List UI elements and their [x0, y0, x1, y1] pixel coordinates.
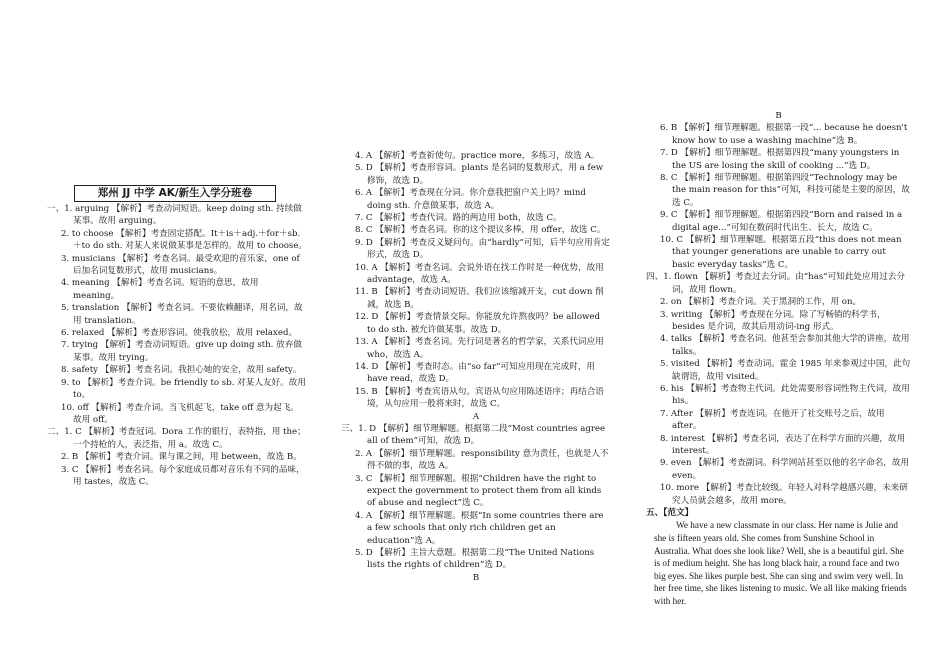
answer-entry: 9. C 【解析】细节理解题。根据第四段“Born and raised in a digital age...”可知在数码时代出生、长大，故选 C。 [660, 210, 903, 233]
answer-entry: 三、1. D 【解析】细节理解题。根据第二段“Most countries agree all of them”可知，故选 D。 [341, 423, 606, 447]
column-left [47, 189, 307, 488]
answer-entry: 4. meaning 【解析】考查名词。短语的意思，故用 meaning。 [61, 278, 259, 301]
answer-entry: 6. B 【解析】细节理解题。根据第一段“... because he doesn't know how to use a washing machine”选 B。 [660, 123, 908, 146]
answer-entry: 10. more 【解析】考查比较级。年轻人对科学越感兴趣，未来研究人员就会越多，故用 more。 [660, 483, 908, 506]
answer-entry: 一、1. arguing 【解析】考查动词短语。keep doing sth. 持续做某事。故用 arguing。 [47, 204, 302, 227]
answer-entry: 10. off 【解析】考查介词。当飞机起飞，take off 意为起飞。故用 off。 [61, 402, 299, 425]
answer-entry: 12. D 【解析】考查情景交际。你能放允许熬夜吗？be allowed to do sth. 被允许做某事。故选 D。 [355, 312, 600, 335]
answer-entry: 2. to choose 【解析】考查固定搭配。It＋is＋adj.＋for＋sb.＋to do sth. 对某人来说做某事是怎样的。故用 to choose。 [61, 228, 308, 252]
answer-entry: 8. safety 【解析】考查名词。我担心她的安全，故用 safety。 [61, 365, 302, 376]
answer-entry: 7. C 【解析】考查代词。路的两边用 both，故选 C。 [355, 213, 562, 224]
answer-entry: 6. his 【解析】考查物主代词。此处需要形容词性物主代词，故用 his。 [660, 383, 910, 407]
answer-entry: 5. D 【解析】考查形容词。plants 是名词的复数形式，用 a few 修饰，故选 D。 [355, 163, 604, 186]
answer-entry: 6. A 【解析】考查现在分词。你介意我把窗户关上吗？mind doing sth. 介意做某事，故选 A。 [355, 188, 586, 211]
answer-entry: 9. even 【解析】考查副词。科学网站甚至以他的名字命名，故用 even。 [660, 458, 910, 481]
section-heading: 五、【范文】 [646, 508, 694, 518]
answer-entry: 13. A 【解析】考查名词。先行词是著名的哲学家，关系代词应用 who，故选 A。 [355, 337, 604, 360]
answer-entry: 3. C 【解析】考查名词。每个家庭成员都对音乐有不同的品味，用 tastes，故选 C。 [61, 464, 305, 487]
answer-entry: 14. D 【解析】考查时态。由“so far”可知应用现在完成时，用 have read，故选 D。 [355, 361, 596, 385]
answer-entry: 3. musicians 【解析】考查名词。最受欢迎的音乐家，one of 后加名词复数形式，故用 musicians。 [61, 253, 300, 277]
column-right [646, 110, 911, 608]
answer-entry: 5. translation 【解析】考查名词。不要依赖翻译，用名词，故用 translation。 [61, 303, 303, 326]
answer-entry: 8. C 【解析】细节理解题。根据第四段“Technology may be the main reason for this”可知，科技可能是主要的原因，故选 C。 [660, 173, 910, 208]
answer-entry: 二、1. C 【解析】考查冠词。Dora 工作的银行，表特指，用 the；一个持枪的人，表泛指，用 a。故选 C。 [47, 427, 306, 450]
answer-entry: 3. writing 【解析】考查现在分词。除了写畅销的科学书，besides 是介词，故其后用动词-ing 形式。 [660, 309, 886, 332]
answer-entry: 9. D 【解析】考查反义疑问句。由“hardly”可知，后半句应用肯定形式，故选 D。 [355, 237, 610, 261]
answer-entry: 4. talks 【解析】考查名词。他甚至会参加其他大学的讲座，故用 talks。 [660, 334, 910, 357]
answer-entry: 5. visited 【解析】考查动词。霍金 1985 年来参观过中国，此句缺谓语，故用 visited。 [660, 359, 911, 382]
exam-title: 郑州 JJ 中学 AK/新生入学分班卷 [74, 185, 276, 202]
answer-entry: 2. B 【解析】考查介词。课与课之间，用 between，故选 B。 [61, 452, 302, 463]
answer-entry: 8. C 【解析】考查名词。你的这个提议多棒，用 offer，故选 C。 [355, 225, 606, 236]
answer-entry: 8. interest 【解析】考查名词，表达了在科学方面的兴趣，故用 interest。 [660, 433, 906, 456]
answer-entry: 11. B 【解析】考查动词短语。我们应该缩减开支，cut down 削减，故选 B。 [355, 287, 604, 310]
model-essay: We have a new classmate in our class. Her name is Julie and she is fifteen years old. She comes from Sunshine School in Australia. What does she look like? Well, she is a beautiful girl. She is of medium height. She has long black hair, a round face and two big eyes. She likes purple best. She can sing and swim very well. In her free time, she likes listening to music. We all like making friends with her. [654, 520, 907, 606]
passage-letter: A [472, 411, 480, 422]
column-middle [341, 150, 611, 584]
answer-entry: 4. A 【解析】考查祈使句。practice more，多练习，故选 A。 [355, 151, 600, 161]
answer-entry: 10. C 【解析】细节理解题。根据第五段“this does not mean that younger generations are unable to carry out basic everyday tasks”选 C。 [660, 235, 902, 270]
answer-entry: 15. B 【解析】考查宾语从句。宾语从句应用陈述语序；再结合语境，从句应用一般将来时，故选 C。 [355, 386, 604, 410]
answer-entry: 2. on 【解析】考查介词。关于黑洞的工作，用 on。 [660, 297, 862, 308]
passage-letter: B [472, 572, 480, 583]
answer-entry: 6. relaxed 【解析】考查形容词。使我放松，故用 relaxed。 [61, 328, 298, 339]
answer-entry: 7. D 【解析】细节理解题。根据第四段“many youngsters in the US are losing the skill of cooking ...”选 D。 [660, 148, 900, 171]
answer-entry: 7. trying 【解析】考查动词短语。give up doing sth. 放弃做某事。故用 trying。 [61, 340, 302, 363]
answer-entry: 3. C 【解析】细节理解题。根据“Children have the right to expect the government to protect them from all kinds of abuse and neglect”选 C。 [355, 473, 602, 509]
answer-entry: 4. A 【解析】细节理解题。根据“In some countries there are a few schools that only rich children get an education”选 A。 [355, 510, 604, 546]
answer-entry: 7. After 【解析】考查连词。在他开了社交账号之后，故用 after。 [660, 408, 885, 432]
answer-entry: 四、1. flown 【解析】考查过去分词。由“has”可知此处应用过去分词，故用 flown。 [646, 272, 905, 295]
passage-letter: B [775, 111, 782, 121]
answer-entry: 9. to 【解析】考查介词。be friendly to sb. 对某人友好。故用 to。 [61, 377, 306, 401]
answer-entry: 5. D 【解析】主旨大意题。根据第二段“The United Nations lists the rights of children”选 D。 [355, 548, 595, 571]
answer-entry: 10. A 【解析】考查名词。会说外语在找工作时是一种优势，故用 advantage，故选 A。 [355, 262, 604, 286]
answer-entry: 2. A 【解析】细节理解题。responsibility 意为责任，也就是人不得不做的事，故选 A。 [355, 448, 609, 472]
